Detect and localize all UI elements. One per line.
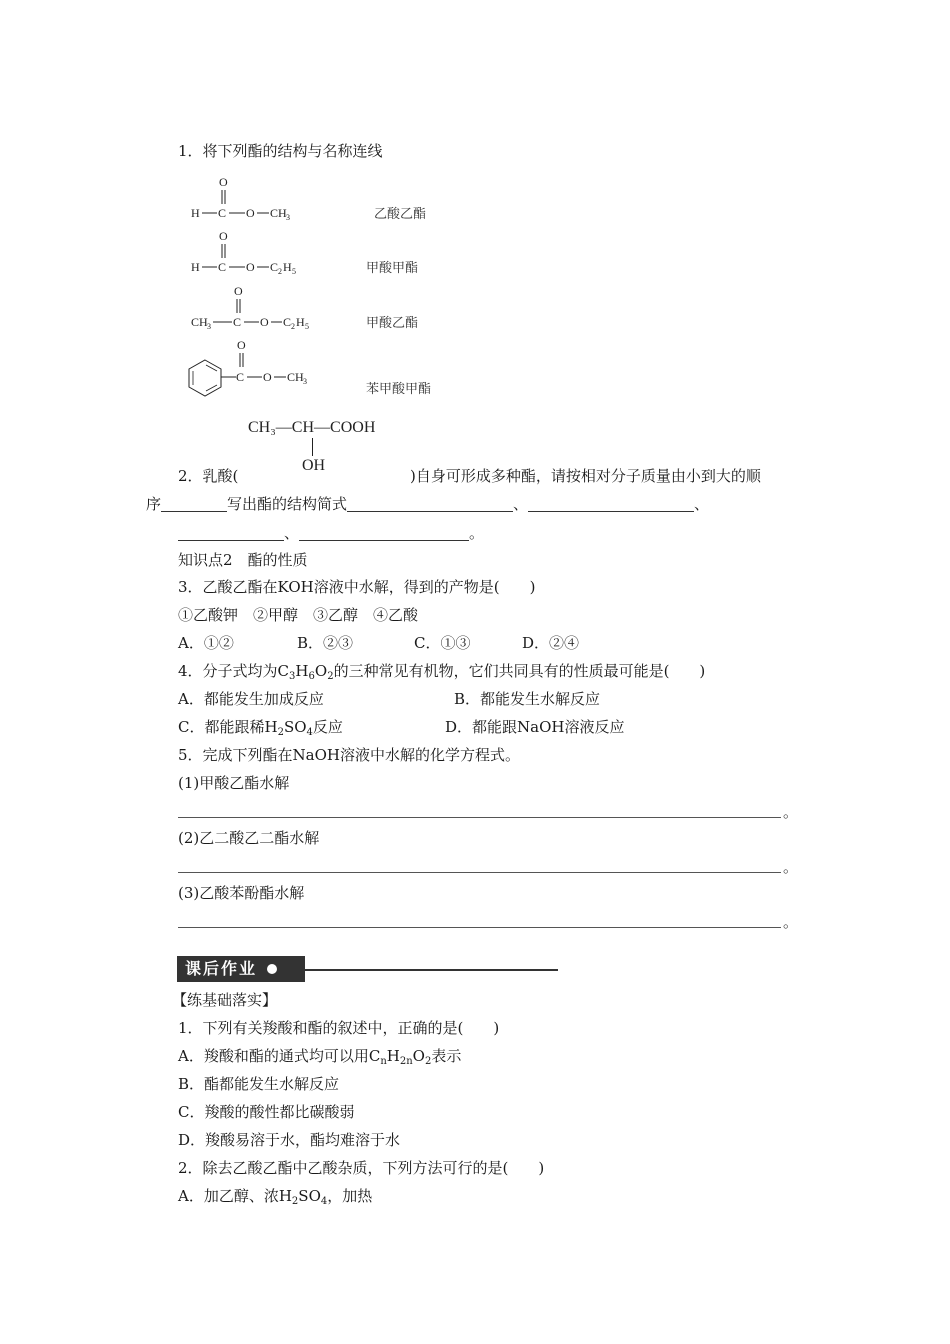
q3-option-c[interactable]: C．①③ [414,634,471,652]
q4-stem: 4．分子式均为$C_3H_6O_2$的三种常见有机物，它们共同具有的性质最可能是( ) [178,662,706,682]
lactic-acid-formula: CH₃—CH—COOH [248,419,376,436]
ester-name-methyl-benzoate: 苯甲酸甲酯 [366,382,432,397]
svg-text:O: O [234,284,243,298]
svg-text:CH: CH [270,206,287,220]
svg-text:O: O [260,315,269,329]
svg-text:CH: CH [287,370,304,384]
q2-seq-label: 序 [146,495,162,513]
hw-q1-option-c[interactable]: C．羧酸的酸性都比碳酸弱 [178,1103,355,1121]
svg-text:3: 3 [207,322,211,331]
q5-end-2: 。 [783,858,799,876]
homework-header [177,956,305,982]
homework-header-label: 课后作业 [185,959,258,978]
q2-struct-label: 写出酯的结构简式 [227,495,348,513]
q3-option-d[interactable]: D．②④ [522,634,580,652]
q2-line1-end: )自身可形成多种酯，请按相对分子质量由小到大的顺 [410,467,761,485]
svg-text:C: C [270,260,279,274]
svg-text:2: 2 [278,267,282,276]
svg-text:O: O [219,175,228,189]
svg-text:O: O [237,338,246,352]
q2-answer-blank-2[interactable] [528,497,694,512]
q5-answer-line-1[interactable] [178,817,781,818]
svg-text:C: C [233,315,242,329]
q2-line2 [146,494,709,514]
q4-option-d[interactable]: D．都能跟NaOH溶液反应 [445,718,625,736]
homework-subheader: 【练基础落实】 [172,991,278,1009]
hw-q1-stem: 1．下列有关羧酸和酯的叙述中，正确的是( ) [178,1019,500,1037]
q2-line3 [178,523,484,543]
hw-q1-option-b[interactable]: B．酯都能发生水解反应 [178,1075,340,1093]
svg-text:3: 3 [286,213,290,222]
svg-text:C: C [283,315,292,329]
q2-end: 。 [469,524,485,542]
ester-structures-figure [185,172,325,417]
svg-text:O: O [246,260,255,274]
svg-text:C: C [218,260,227,274]
section-title-ester-properties: 知识点2 酯的性质 [178,551,308,569]
svg-text:H: H [283,260,292,274]
svg-text:H: H [191,260,200,274]
lactic-acid-oh: OH [302,457,326,474]
ester-name-methyl-formate: 甲酸甲酯 [366,261,419,276]
svg-text:5: 5 [305,322,309,331]
q4-option-a[interactable]: A．都能发生加成反应 [178,690,324,708]
q5-end-1: 。 [783,803,799,821]
q5-part-1: (1)甲酸乙酯水解 [178,774,290,792]
svg-text:H: H [191,206,200,220]
hw-q2-option-a[interactable]: A．加乙醇、浓$H_2SO_4$，加热 [178,1187,373,1207]
svg-text:3: 3 [303,377,307,386]
q2-sep-1: 、 [513,495,529,513]
q1-title: 1．将下列酯的结构与名称连线 [178,142,383,160]
hw-q1-option-a[interactable]: A．羧酸和酯的通式均可以用$C_nH_{2n}O_2$表示 [178,1047,462,1067]
q3-option-a[interactable]: A．①② [178,634,234,652]
q5-end-3: 。 [783,913,799,931]
svg-text:O: O [246,206,255,220]
svg-text:C: C [218,206,227,220]
homework-header-rule [298,969,558,971]
svg-text:H: H [296,315,305,329]
q5-part-3: (3)乙酸苯酚酯水解 [178,884,305,902]
q3-stem: 3．乙酸乙酯在KOH溶液中水解，得到的产物是( ) [178,578,536,596]
hw-q1-option-d[interactable]: D．羧酸易溶于水，酯均难溶于水 [178,1131,401,1149]
q2-line1-start: 2．乳酸( [178,467,239,485]
lactic-oh-bond [312,438,313,456]
q4-option-b[interactable]: B．都能发生水解反应 [454,690,601,708]
q4-option-c[interactable]: C．都能跟稀$H_2SO_4$反应 [178,718,343,738]
q5-answer-line-2[interactable] [178,872,781,873]
ester-name-ethyl-acetate: 乙酸乙酯 [374,207,427,222]
q3-items: ①乙酸钾 ②甲醇 ③乙醇 ④乙酸 [178,606,419,624]
q3-option-b[interactable]: B．②③ [297,634,354,652]
q2-sep-2: 、 [694,495,710,513]
q5-answer-line-3[interactable] [178,927,781,928]
q2-answer-blank-3[interactable] [178,526,284,541]
q5-stem: 5．完成下列酯在NaOH溶液中水解的化学方程式。 [178,746,520,764]
svg-text:CH: CH [191,315,208,329]
q2-answer-blank-1[interactable] [347,497,513,512]
q2-order-blank[interactable] [161,497,227,512]
q5-part-2: (2)乙二酸乙二酯水解 [178,829,320,847]
svg-text:2: 2 [291,322,295,331]
q2-sep-3: 、 [284,524,300,542]
svg-text:5: 5 [292,267,296,276]
svg-text:O: O [219,229,228,243]
ester-name-ethyl-formate: 甲酸乙酯 [366,316,419,331]
q2-answer-blank-4[interactable] [299,526,469,541]
svg-text:O: O [263,370,272,384]
bullet-icon [267,964,277,974]
hw-q2-stem: 2．除去乙酸乙酯中乙酸杂质，下列方法可行的是( ) [178,1159,545,1177]
svg-text:C: C [236,370,245,384]
